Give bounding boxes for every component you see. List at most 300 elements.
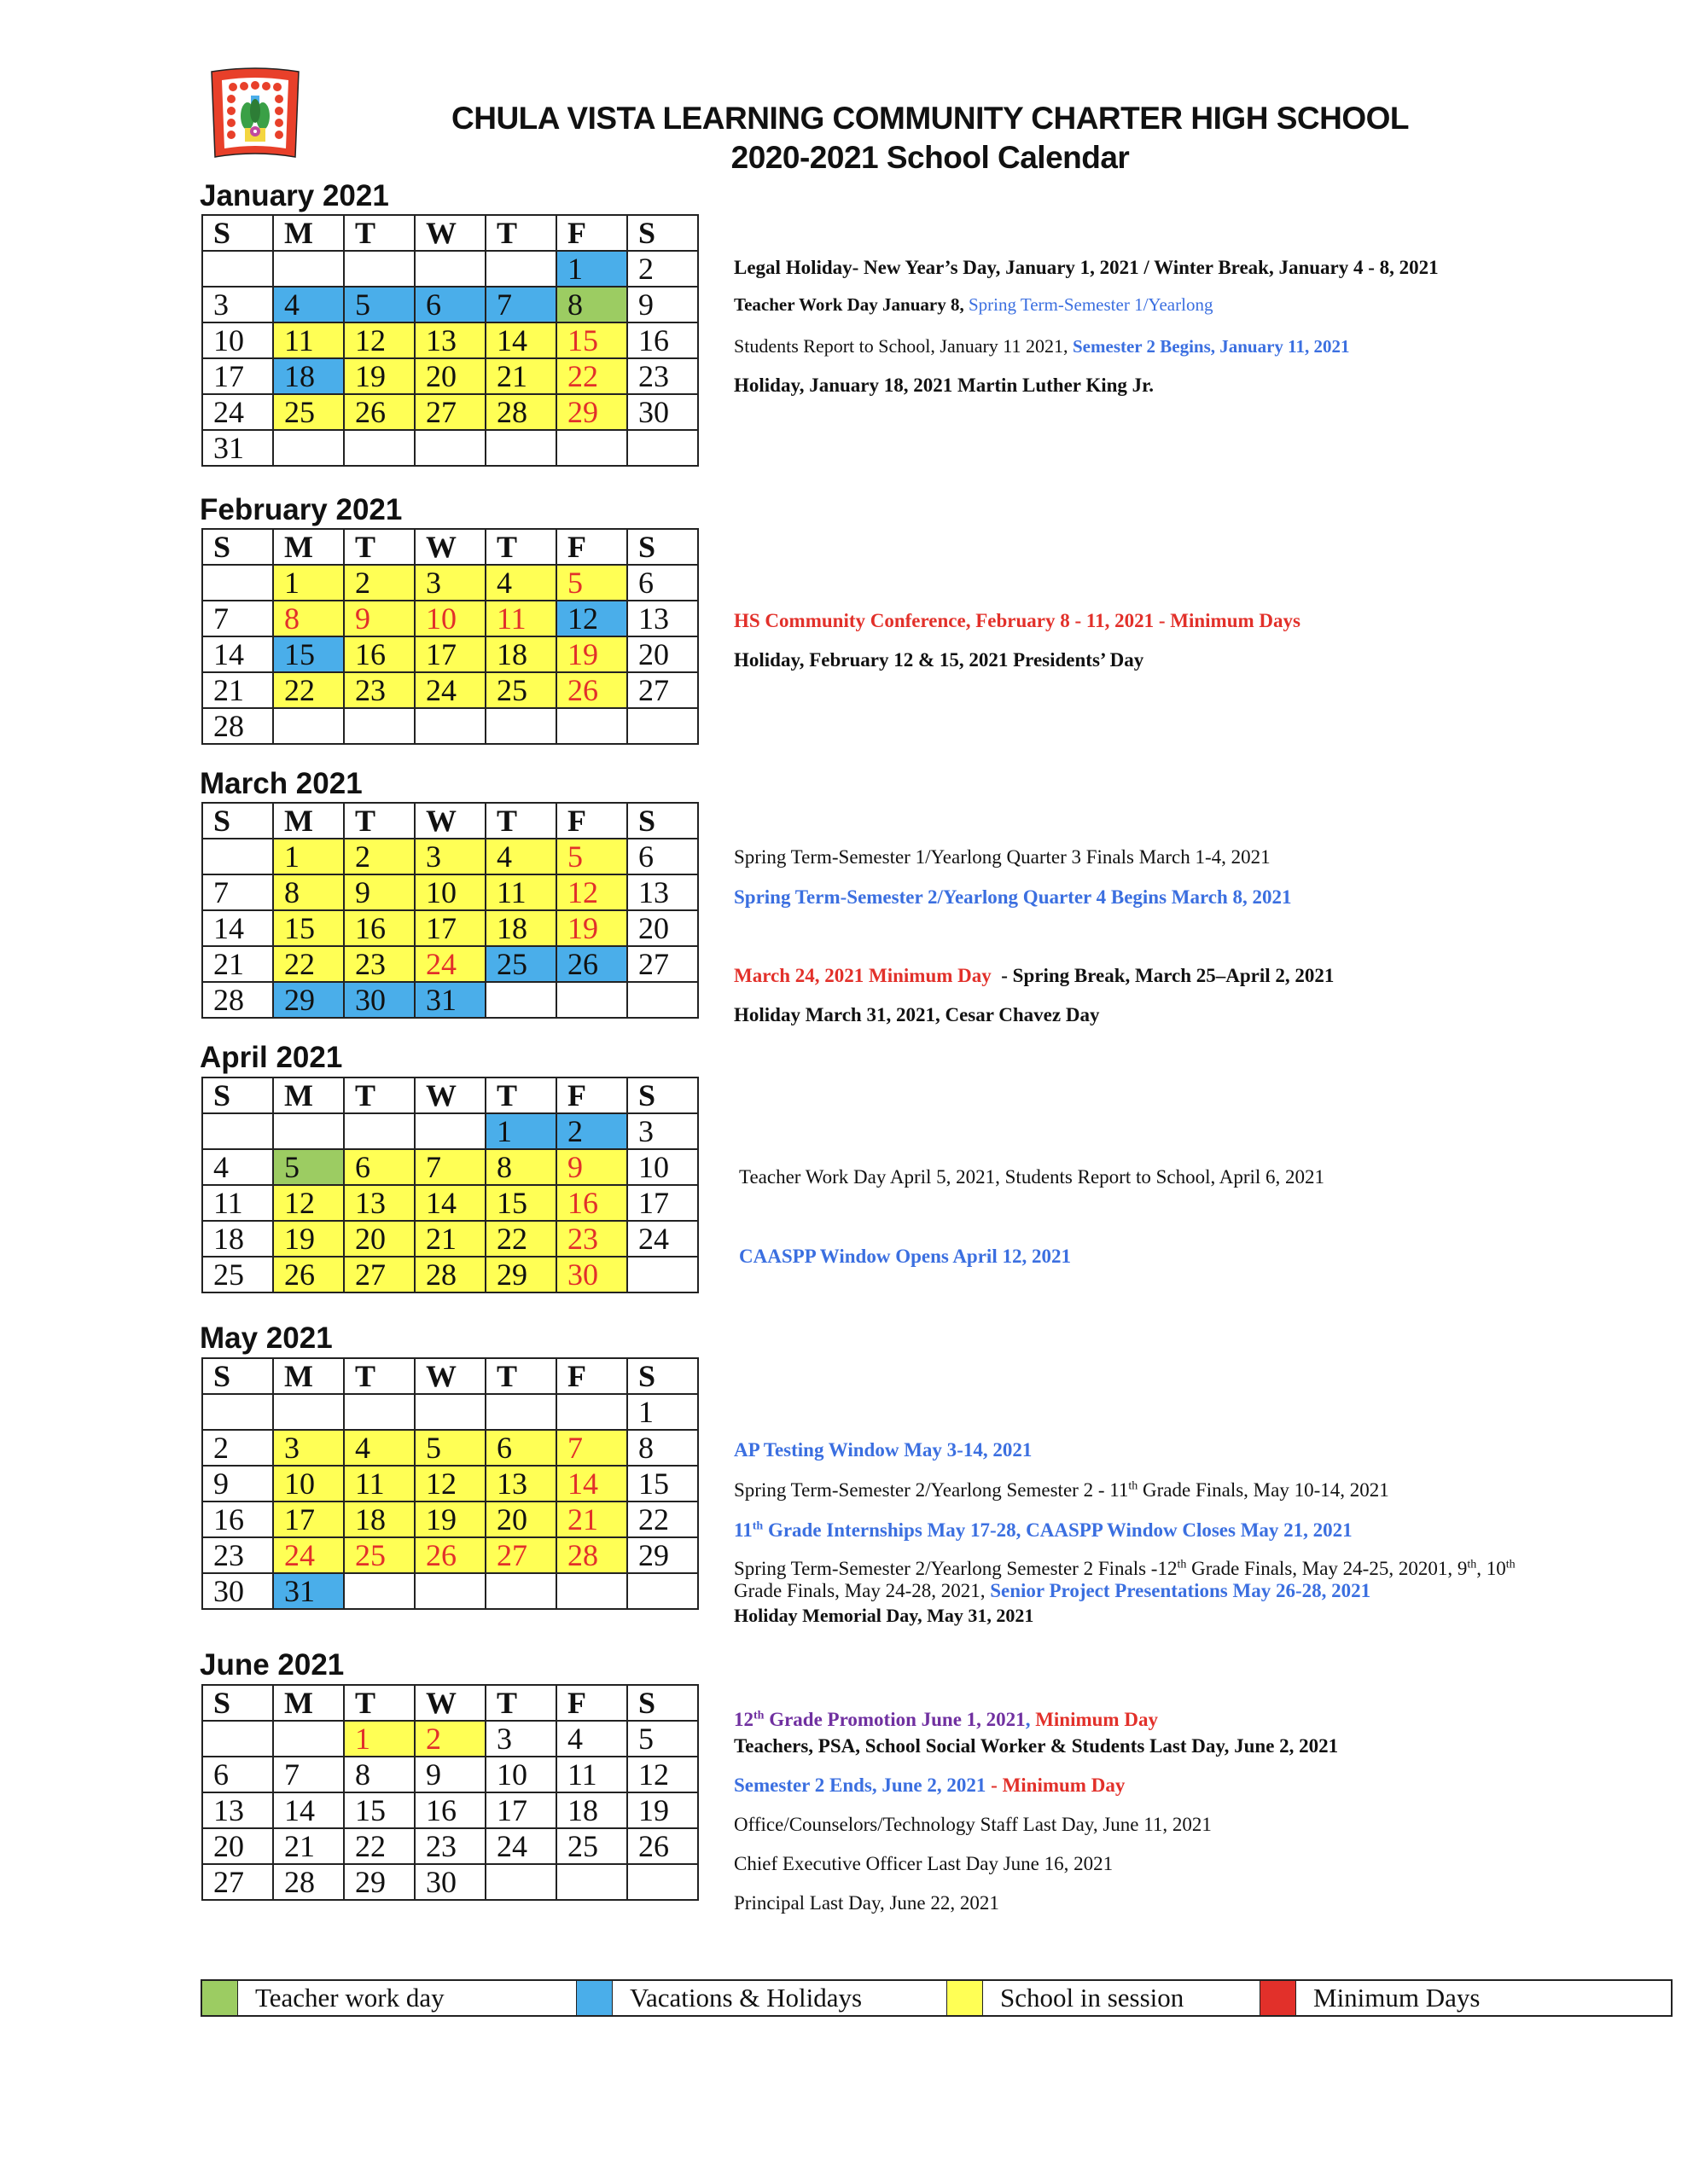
school-name-title: CHULA VISTA LEARNING COMMUNITY CHARTER HIGH SCHOOL [451,101,1409,136]
day-cell: 12 [556,874,627,910]
empty-day-cell [627,1573,698,1609]
day-cell: 24 [415,672,486,708]
day-cell: 27 [415,394,486,430]
empty-day-cell [202,1394,273,1430]
empty-day-cell [273,430,344,466]
day-cell: 22 [556,358,627,394]
day-cell: 17 [202,358,273,394]
month-title-may: May 2021 [200,1321,333,1355]
empty-day-cell [273,1394,344,1430]
day-cell: 3 [415,839,486,874]
empty-day-cell [344,430,415,466]
day-cell: 12 [344,322,415,358]
day-cell: 5 [627,1721,698,1757]
color-legend [201,1979,1673,2017]
weekday-header-row [202,1685,698,1721]
weekday-header: S [202,529,273,565]
empty-day-cell [415,1573,486,1609]
empty-day-cell [202,1721,273,1757]
note-jan-new-years: Legal Holiday- New Year’s Day, January 1, 2021 / Winter Break, January 4 - 8, 2021 [734,257,1439,278]
note-apr-teacher-work-day: Teacher Work Day April 5, 2021, Students Report to School, April 6, 2021 [739,1166,1325,1188]
day-cell: 2 [344,839,415,874]
day-cell: 16 [344,636,415,672]
day-cell: 5 [344,287,415,322]
weekday-header: F [556,1358,627,1394]
day-cell: 18 [556,1792,627,1828]
day-cell: 15 [627,1466,698,1502]
weekday-header-row [202,529,698,565]
weekday-header: S [202,1077,273,1113]
empty-day-cell [344,708,415,744]
day-cell: 14 [415,1185,486,1221]
day-cell: 7 [556,1430,627,1466]
calendar-subtitle: 2020-2021 School Calendar [730,140,1130,175]
day-cell: 23 [344,672,415,708]
week-row [202,1221,698,1257]
weekday-header: T [486,803,556,839]
week-row [202,1185,698,1221]
day-cell: 9 [344,601,415,636]
weekday-header: S [627,1358,698,1394]
day-cell: 23 [202,1537,273,1573]
weekday-header: W [415,803,486,839]
day-cell: 10 [202,322,273,358]
note-text-red: March 24, 2021 Minimum Day [734,965,992,986]
day-cell: 8 [273,874,344,910]
weekday-header: T [344,1685,415,1721]
weekday-header: W [415,1077,486,1113]
day-cell: 21 [415,1221,486,1257]
day-cell: 1 [486,1113,556,1149]
legend-swatch-teacher-work-day [202,1981,238,2015]
day-cell: 29 [556,394,627,430]
day-cell: 7 [202,601,273,636]
day-cell: 18 [486,910,556,946]
empty-day-cell [415,251,486,287]
week-row [202,1864,698,1900]
day-cell: 6 [344,1149,415,1185]
day-cell: 23 [344,946,415,982]
day-cell: 9 [627,287,698,322]
note-text-purple: 12 [734,1709,753,1730]
day-cell: 28 [486,394,556,430]
day-cell: 12 [415,1466,486,1502]
empty-day-cell [202,251,273,287]
day-cell: 13 [486,1466,556,1502]
note-jun-office-staff: Office/Counselors/Technology Staff Last Day, June 11, 2021 [734,1814,1212,1835]
week-row [202,672,698,708]
day-cell: 12 [556,601,627,636]
day-cell: 23 [627,358,698,394]
day-cell: 28 [202,708,273,744]
day-cell: 9 [344,874,415,910]
day-cell: 16 [556,1185,627,1221]
day-cell: 20 [627,910,698,946]
day-cell: 18 [344,1502,415,1537]
weekday-header: T [486,1358,556,1394]
day-cell: 11 [344,1466,415,1502]
week-row [202,910,698,946]
legend-label-minimum-days: Minimum Days [1313,1983,1481,2013]
day-cell: 12 [273,1185,344,1221]
week-row [202,251,698,287]
week-row [202,1149,698,1185]
note-text-purple: Grade Promotion June 1, 2021 [764,1709,1026,1730]
empty-day-cell [486,1864,556,1900]
day-cell: 30 [556,1257,627,1292]
week-row [202,1721,698,1757]
weekday-header: T [344,1358,415,1394]
day-cell: 26 [273,1257,344,1292]
day-cell: 22 [486,1221,556,1257]
day-cell: 23 [556,1221,627,1257]
day-cell: 25 [273,394,344,430]
day-cell: 2 [202,1430,273,1466]
day-cell: 24 [202,394,273,430]
day-cell: 14 [202,636,273,672]
calendar-february [201,528,699,745]
week-row [202,982,698,1018]
day-cell: 13 [627,874,698,910]
note-text: Spring Term-Semester 2/Yearlong Semester 2 - 11 [734,1479,1129,1501]
day-cell: 9 [415,1757,486,1792]
day-cell: 27 [627,672,698,708]
weekday-header: M [273,1358,344,1394]
day-cell: 21 [202,946,273,982]
calendar-march [201,802,699,1019]
day-cell: 5 [415,1430,486,1466]
weekday-header: S [627,1077,698,1113]
day-cell: 3 [415,565,486,601]
weekday-header-row [202,215,698,251]
week-row [202,430,698,466]
day-cell: 19 [556,636,627,672]
note-text: , 10 [1476,1558,1506,1579]
day-cell: 4 [486,839,556,874]
note-feb-community-conference: HS Community Conference, February 8 - 11, 2021 - Minimum Days [734,610,1300,631]
day-cell: 25 [344,1537,415,1573]
legend-swatch-minimum-days [1260,1981,1296,2015]
day-cell: 18 [273,358,344,394]
empty-day-cell [344,1573,415,1609]
day-cell: 3 [627,1113,698,1149]
day-cell: 1 [556,251,627,287]
note-may-senior-project [734,1580,1370,1602]
weekday-header: F [556,803,627,839]
legend-label-vacations-holidays: Vacations & Holidays [613,1981,947,2015]
day-cell: 17 [486,1792,556,1828]
note-mar-cesar-chavez: Holiday March 31, 2021, Cesar Chavez Day [734,1004,1100,1025]
week-row [202,1537,698,1573]
note-may-ap-testing: AP Testing Window May 3-14, 2021 [734,1439,1033,1461]
note-text: - Spring Break, March 25–April 2, 2021 [991,965,1335,986]
note-text-blue: , [1025,1709,1036,1730]
empty-day-cell [627,708,698,744]
day-cell: 16 [627,322,698,358]
day-cell: 31 [415,982,486,1018]
weekday-header: F [556,529,627,565]
empty-day-cell [627,430,698,466]
day-cell: 26 [556,946,627,982]
weekday-header: M [273,803,344,839]
day-cell: 6 [202,1757,273,1792]
empty-day-cell [627,1864,698,1900]
week-row [202,708,698,744]
empty-day-cell [415,708,486,744]
day-cell: 10 [486,1757,556,1792]
note-text: Grade Finals, May 24-25, 20201, 9 [1186,1558,1468,1579]
empty-day-cell [556,982,627,1018]
weekday-header: W [415,215,486,251]
empty-day-cell [486,1394,556,1430]
day-cell: 30 [627,394,698,430]
day-cell: 4 [344,1430,415,1466]
empty-day-cell [202,839,273,874]
note-mar-spring-break [734,964,1334,988]
note-text: Grade Finals, May 24-28, 2021, [734,1580,991,1601]
note-text: 11 [734,1519,753,1541]
day-cell: 8 [486,1149,556,1185]
day-cell: 7 [486,287,556,322]
note-text-red: - Minimum Day [986,1774,1126,1796]
weekday-header: T [486,1077,556,1113]
day-cell: 29 [273,982,344,1018]
note-sup: th [1505,1558,1516,1571]
day-cell: 20 [486,1502,556,1537]
note-jun-ceo-last-day: Chief Executive Officer Last Day June 16, 2021 [734,1853,1114,1874]
weekday-header: S [627,1685,698,1721]
day-cell: 11 [486,874,556,910]
legend-label-teacher-work-day: Teacher work day [238,1981,577,2015]
weekday-header: T [344,803,415,839]
day-cell: 30 [202,1573,273,1609]
weekday-header: S [202,215,273,251]
day-cell: 30 [344,982,415,1018]
day-cell: 25 [486,672,556,708]
note-apr-caaspp-opens: CAASPP Window Opens April 12, 2021 [739,1246,1071,1267]
empty-day-cell [627,982,698,1018]
week-row [202,1757,698,1792]
day-cell: 14 [202,910,273,946]
day-cell: 26 [627,1828,698,1864]
note-jun-last-day-students: Teachers, PSA, School Social Worker & Students Last Day, June 2, 2021 [734,1735,1339,1757]
note-mar-q3-finals: Spring Term-Semester 1/Yearlong Quarter 3 Finals March 1-4, 2021 [734,846,1271,868]
week-row [202,1466,698,1502]
weekday-header: T [486,1685,556,1721]
week-row [202,1573,698,1609]
note-text: Grade Internships May 17-28, CAASPP Window Closes May 21, 2021 [763,1519,1353,1541]
day-cell: 29 [344,1864,415,1900]
note-text: Spring Term-Semester 2/Yearlong Semester 2 Finals -12 [734,1558,1178,1579]
day-cell: 17 [627,1185,698,1221]
day-cell: 4 [202,1149,273,1185]
day-cell: 22 [273,672,344,708]
day-cell: 19 [344,358,415,394]
weekday-header: W [415,1685,486,1721]
day-cell: 22 [627,1502,698,1537]
day-cell: 20 [627,636,698,672]
empty-day-cell [556,1864,627,1900]
day-cell: 17 [415,636,486,672]
week-row [202,1257,698,1292]
note-text-blue: Semester 2 Ends, June 2, 2021 [734,1774,986,1796]
day-cell: 8 [627,1430,698,1466]
weekday-header: T [486,215,556,251]
day-cell: 1 [273,839,344,874]
empty-day-cell [202,565,273,601]
day-cell: 20 [415,358,486,394]
day-cell: 24 [627,1221,698,1257]
day-cell: 27 [202,1864,273,1900]
day-cell: 31 [273,1573,344,1609]
day-cell: 13 [344,1185,415,1221]
week-row [202,1502,698,1537]
calendar-april [201,1077,699,1293]
weekday-header: S [627,215,698,251]
day-cell: 24 [415,946,486,982]
day-cell: 31 [202,430,273,466]
day-cell: 18 [202,1221,273,1257]
week-row [202,601,698,636]
day-cell: 11 [202,1185,273,1221]
weekday-header: F [556,215,627,251]
empty-day-cell [556,708,627,744]
empty-day-cell [344,1394,415,1430]
calendar-may [201,1357,699,1610]
day-cell: 30 [415,1864,486,1900]
note-text-blue: Spring Term-Semester 1/Yearlong [968,294,1213,315]
note-feb-presidents-day: Holiday, February 12 & 15, 2021 Presidents’ Day [734,649,1144,671]
day-cell: 25 [486,946,556,982]
weekday-header-row [202,803,698,839]
empty-day-cell [344,251,415,287]
day-cell: 3 [486,1721,556,1757]
month-title-february: February 2021 [200,493,403,526]
day-cell: 18 [486,636,556,672]
day-cell: 21 [273,1828,344,1864]
note-sup: th [1128,1479,1138,1493]
day-cell: 29 [486,1257,556,1292]
empty-day-cell [415,1394,486,1430]
calendar-june [201,1684,699,1901]
day-cell: 4 [273,287,344,322]
note-jun-12th-promotion [734,1708,1158,1732]
day-cell: 22 [273,946,344,982]
empty-day-cell [486,1573,556,1609]
note-text-blue: Semester 2 Begins, January 11, 2021 [1073,336,1350,357]
day-cell: 28 [415,1257,486,1292]
empty-day-cell [273,1113,344,1149]
month-title-january: January 2021 [200,179,389,212]
week-row [202,636,698,672]
day-cell: 15 [556,322,627,358]
weekday-header: M [273,215,344,251]
day-cell: 8 [273,601,344,636]
day-cell: 25 [556,1828,627,1864]
day-cell: 24 [273,1537,344,1573]
empty-day-cell [627,1257,698,1292]
empty-day-cell [556,1394,627,1430]
day-cell: 29 [627,1537,698,1573]
day-cell: 27 [486,1537,556,1573]
day-cell: 6 [627,839,698,874]
weekday-header: F [556,1077,627,1113]
weekday-header: S [202,803,273,839]
legend-swatch-vacations-holidays [577,1981,613,2015]
day-cell: 17 [273,1502,344,1537]
week-row [202,565,698,601]
note-jan-teacher-work-day [734,293,1213,317]
day-cell: 17 [415,910,486,946]
week-row [202,1828,698,1864]
empty-day-cell [273,708,344,744]
note-jun-semester-ends [734,1774,1125,1798]
weekday-header-row [202,1358,698,1394]
weekday-header: T [344,215,415,251]
empty-day-cell [344,1113,415,1149]
note-mar-q4-begins: Spring Term-Semester 2/Yearlong Quarter 4 Begins March 8, 2021 [734,886,1292,908]
week-row [202,1430,698,1466]
day-cell: 25 [202,1257,273,1292]
day-cell: 24 [486,1828,556,1864]
day-cell: 9 [202,1466,273,1502]
day-cell: 16 [415,1792,486,1828]
day-cell: 21 [556,1502,627,1537]
weekday-header: W [415,1358,486,1394]
day-cell: 2 [344,565,415,601]
day-cell: 4 [556,1721,627,1757]
empty-day-cell [556,1573,627,1609]
day-cell: 19 [273,1221,344,1257]
weekday-header: T [344,529,415,565]
day-cell: 23 [415,1828,486,1864]
weekday-header: M [273,1077,344,1113]
day-cell: 19 [415,1502,486,1537]
day-cell: 19 [627,1792,698,1828]
note-text-blue: Senior Project Presentations May 26-28, 2021 [990,1580,1371,1601]
month-title-march: March 2021 [200,767,363,800]
legend-label-school-in-session: School in session [983,1981,1260,2015]
day-cell: 16 [202,1502,273,1537]
day-cell: 15 [273,910,344,946]
note-text-red: Minimum Day [1035,1709,1158,1730]
empty-day-cell [273,1721,344,1757]
empty-day-cell [415,1113,486,1149]
day-cell: 11 [273,322,344,358]
note-text: Teacher Work Day January 8, [734,294,969,315]
week-row [202,946,698,982]
weekday-header: W [415,529,486,565]
weekday-header: S [202,1685,273,1721]
empty-day-cell [202,1113,273,1149]
day-cell: 13 [627,601,698,636]
day-cell: 14 [556,1466,627,1502]
day-cell: 15 [273,636,344,672]
day-cell: 5 [273,1149,344,1185]
day-cell: 6 [415,287,486,322]
note-text: Grade Finals, May 10-14, 2021 [1138,1479,1389,1501]
empty-day-cell [556,430,627,466]
empty-day-cell [486,251,556,287]
day-cell: 7 [415,1149,486,1185]
weekday-header: M [273,1685,344,1721]
day-cell: 1 [344,1721,415,1757]
day-cell: 28 [273,1864,344,1900]
empty-day-cell [415,430,486,466]
empty-day-cell [273,251,344,287]
weekday-header: T [344,1077,415,1113]
day-cell: 1 [273,565,344,601]
